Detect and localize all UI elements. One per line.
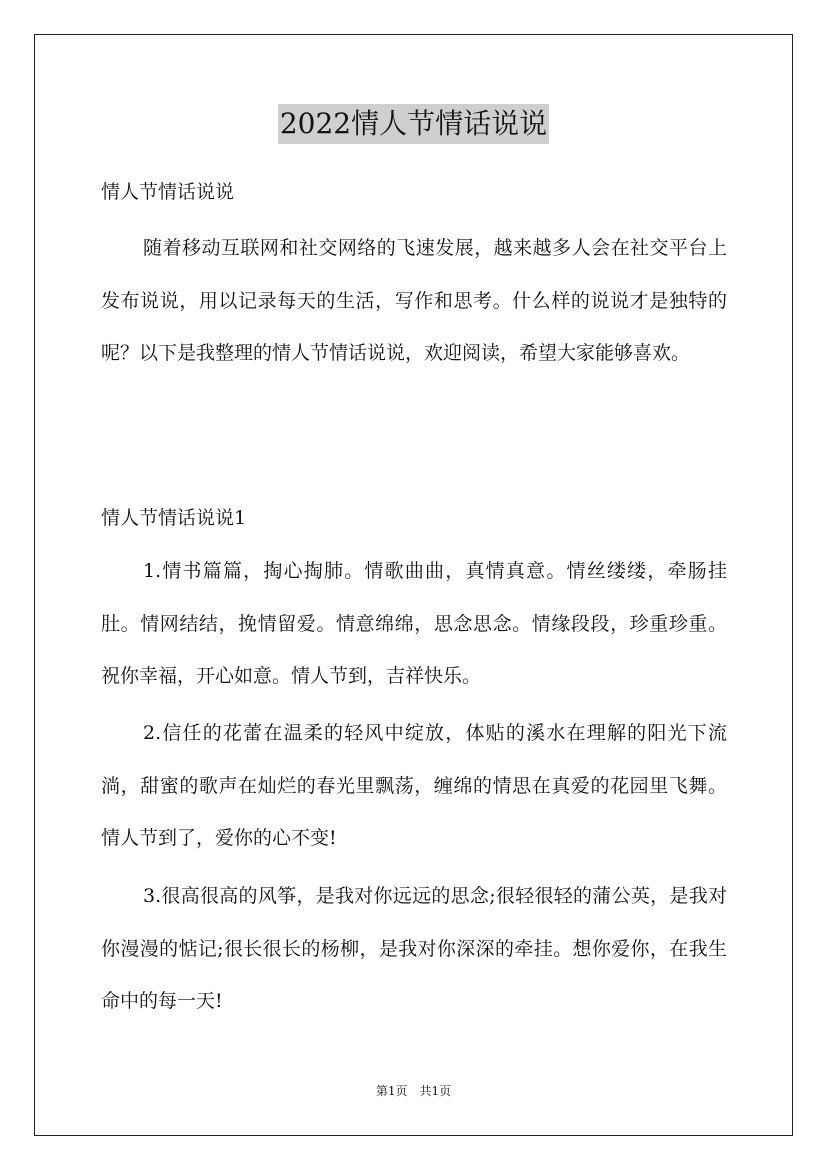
section-heading: 情人节情话说说1 bbox=[101, 507, 247, 529]
subtitle: 情人节情话说说 bbox=[101, 181, 235, 203]
title-container bbox=[0, 104, 827, 144]
page-number-footer: 第1页 共1页 bbox=[375, 1084, 452, 1098]
document-title: 2022情人节情话说说 bbox=[278, 104, 549, 144]
list-item: 3.很高很高的风筝，是我对你远远的思念;很轻很轻的蒲公英，是我对你漫漫的惦记;很长很长的杨柳，是我对你深深的牵挂。想你爱你，在我生命中的每一天! bbox=[101, 885, 727, 1012]
list-item: 1.情书篇篇，掏心掏肺。情歌曲曲，真情真意。情丝缕缕，牵肠挂肚。情网结结，挽情留爱。情意绵绵，思念思念。情缘段段，珍重珍重。祝你幸福，开心如意。情人节到，吉祥快乐。 bbox=[101, 560, 727, 687]
intro-paragraph: 随着移动互联网和社交网络的飞速发展，越来越多人会在社交平台上发布说说，用以记录每天的生活，写作和思考。什么样的说说才是独特的呢？以下是我整理的情人节情话说说，欢迎阅读，希望大家能够喜欢。 bbox=[101, 237, 727, 364]
list-item: 2.信任的花蕾在温柔的轻风中绽放，体贴的溪水在理解的阳光下流淌，甜蜜的歌声在灿烂的春光里飘荡，缠绵的情思在真爱的花园里飞舞。情人节到了，爱你的心不变! bbox=[101, 722, 727, 849]
